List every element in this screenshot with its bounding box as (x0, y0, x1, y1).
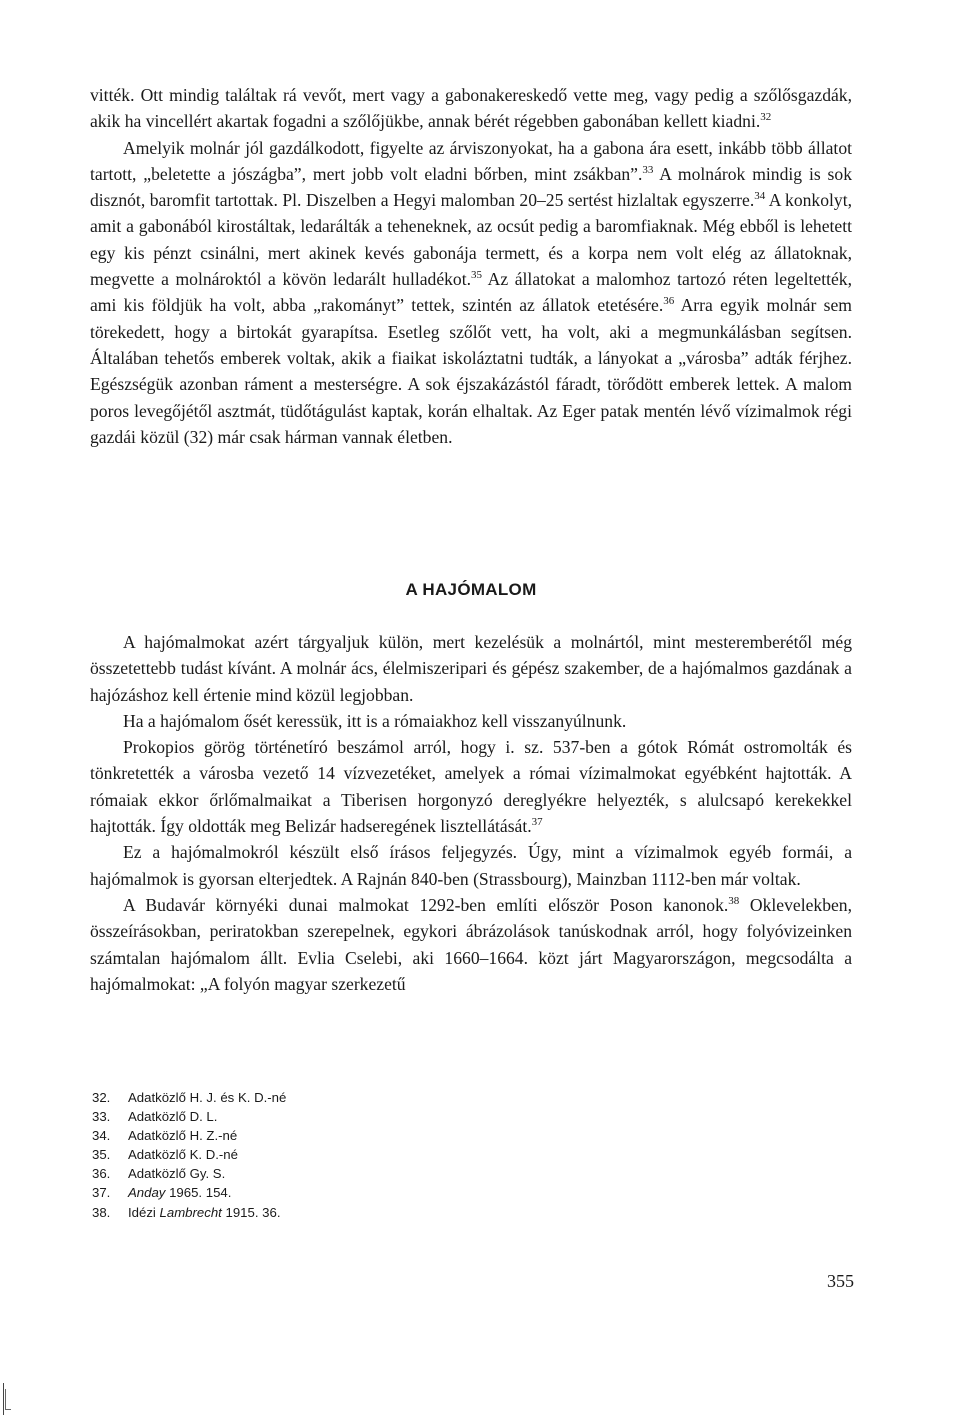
section-text-block (90, 629, 852, 997)
footnote-ref-34[interactable]: 34 (754, 190, 766, 203)
footnote-ref-38[interactable]: 38 (728, 894, 740, 907)
footnote-33: 33. Adatközlő D. L. (92, 1109, 218, 1125)
footnote-32: 32. Adatközlő H. J. és K. D.-né (92, 1090, 287, 1105)
footnote-ref-32[interactable]: 32 (760, 111, 772, 124)
page-number: 355 (827, 1271, 854, 1291)
paragraph-molnar: Amelyik molnár jól gazdálkodott, figyelte az árviszonyokat, ha a gabona ára esett, inkább több állatot tartott, „beletette a jószágba”, mert jobb volt eladni bőrben, mint zsákban”.$^{33}$ A molnárok mindig is sok disznót, baromfit tartottak. Pl. Diszelben a Hegyi malomban 20–25 sertést hizlaltak egyszerre.$^{34}$ A konkolyt, amit a gabonából kirostáltak, ledarálták a teheneknek, az ocsút pedig a baromfiaknak. Még ebből is lehetett egy kis pénzt csinálni, mert akinek kevés gabonája termett, és a korpa nem volt elég az állatoknak, megvette a molnároktól a kövön ledarált hulladékot.$^{35}$ Az állatokat a malomhoz tartozó réten legeltették, ami kis földjük ha volt, abba „rakományt” tettek, szintén az állatok etetésére.$^{36}$ Arra egyik molnár sem törekedett, hogy a birtokát gyarapítsa. Esetleg szőlőt vett, ha volt, aki a megmunkálásban segítsen. Általában tehetős emberek voltak, akik a fiaikat iskoláztatni tudták, a lányokat a „városba” adták férjhez. Egészségük azonban ráment a mesterségre. A sok éjszakázástól fáradt, törődött emberek lettek. A malom poros levegőjétől asztmát, tüdőtágulást kaptak, korán elhaltak. Az Eger patak mentén lévő vízimalmok régi gazdái közül (32) már csak hárman vannak életben. (90, 137, 853, 447)
footnote-38: 38. Idézi Lambrecht 1915. 36. (92, 1204, 281, 1220)
footnote-ref-37[interactable]: 37 (531, 816, 543, 829)
section-heading: A HAJÓMALOM (405, 580, 537, 599)
footnote-ref-33[interactable]: 33 (642, 163, 654, 176)
main-text-block (90, 82, 852, 450)
footnote-34: 34. Adatközlő H. Z.-né (92, 1128, 238, 1144)
footnote-37: 37. Anday 1965. 154. (92, 1185, 232, 1201)
footnote-ref-36[interactable]: 36 (663, 295, 675, 308)
section-paragraph-5: A Budavár környéki dunai malmokat 1292-ben említi először Poson kanonok.$^{38}$ Oklevelekben, összeírásokban, periratokban szerepelnek, egykori ábrázolások tanúskodnak arról, hogy folyóvizeinken számtalan hajómalom állt. Evlia Cselebi, aki 1660–1664. közt járt Magyarországon, megcsodálta a hajómalmokat: „A folyón magyar szerkezetű (90, 894, 852, 994)
section-paragraph-4: Ez a hajómalmokról készült első írásos feljegyzés. Úgy, mint a vízimalmok egyéb formái, a hajómalmok is gyorsan elterjedtek. A Rajnán 840-ben (Strassbourg), Mainzban 1112-ben már voltak. (90, 842, 852, 889)
footnote-36: 36. Adatközlő Gy. S. (92, 1166, 226, 1182)
footnotes-list (92, 1088, 492, 1222)
footnote-35: 35. Adatközlő K. D.-né (92, 1147, 238, 1163)
paragraph-continued: vitték. Ott mindig találtak rá vevőt, mert vagy a gabonakereskedő vette meg, vagy pedig a szőlősgazdák, akik ha vincellért akartak fogadni a szőlőjükbe, annak bérét régebben gabonában kellett kiadni.$^{32}$ (90, 85, 852, 132)
footnote-ref-35[interactable]: 35 (471, 269, 483, 282)
scan-edge-mark (3, 1383, 12, 1415)
section-paragraph-3: Prokopios görög történetíró beszámol arról, hogy i. sz. 537-ben a gótok Rómát ostromolták és tönkretették a városba vezető 14 vízvezetéket, amelyek a római vízimalmokat egyébként hajtották. A rómaiak ekkor őrlőmalmaikat a Tiberisen horgonyzó dereglyékre helyezték, s alulcsapó kerekekkel hajtották. Így oldották meg Belizár hadseregének lisztellátását.$^{37}$ (90, 737, 852, 837)
section-paragraph-1: A hajómalmokat azért tárgyaljuk külön, mert kezelésük a molnártól, mint mesteremberétől még összetettebb tudást kívánt. A molnár ács, élelmiszeripari és gépész szakember, de a hajómalmos gazdának a hajózáshoz kell értenie mind közül legjobban. (90, 632, 852, 705)
section-paragraph-2: Ha a hajómalom ősét keressük, itt is a rómaiakhoz kell visszanyúlnunk. (123, 710, 627, 731)
